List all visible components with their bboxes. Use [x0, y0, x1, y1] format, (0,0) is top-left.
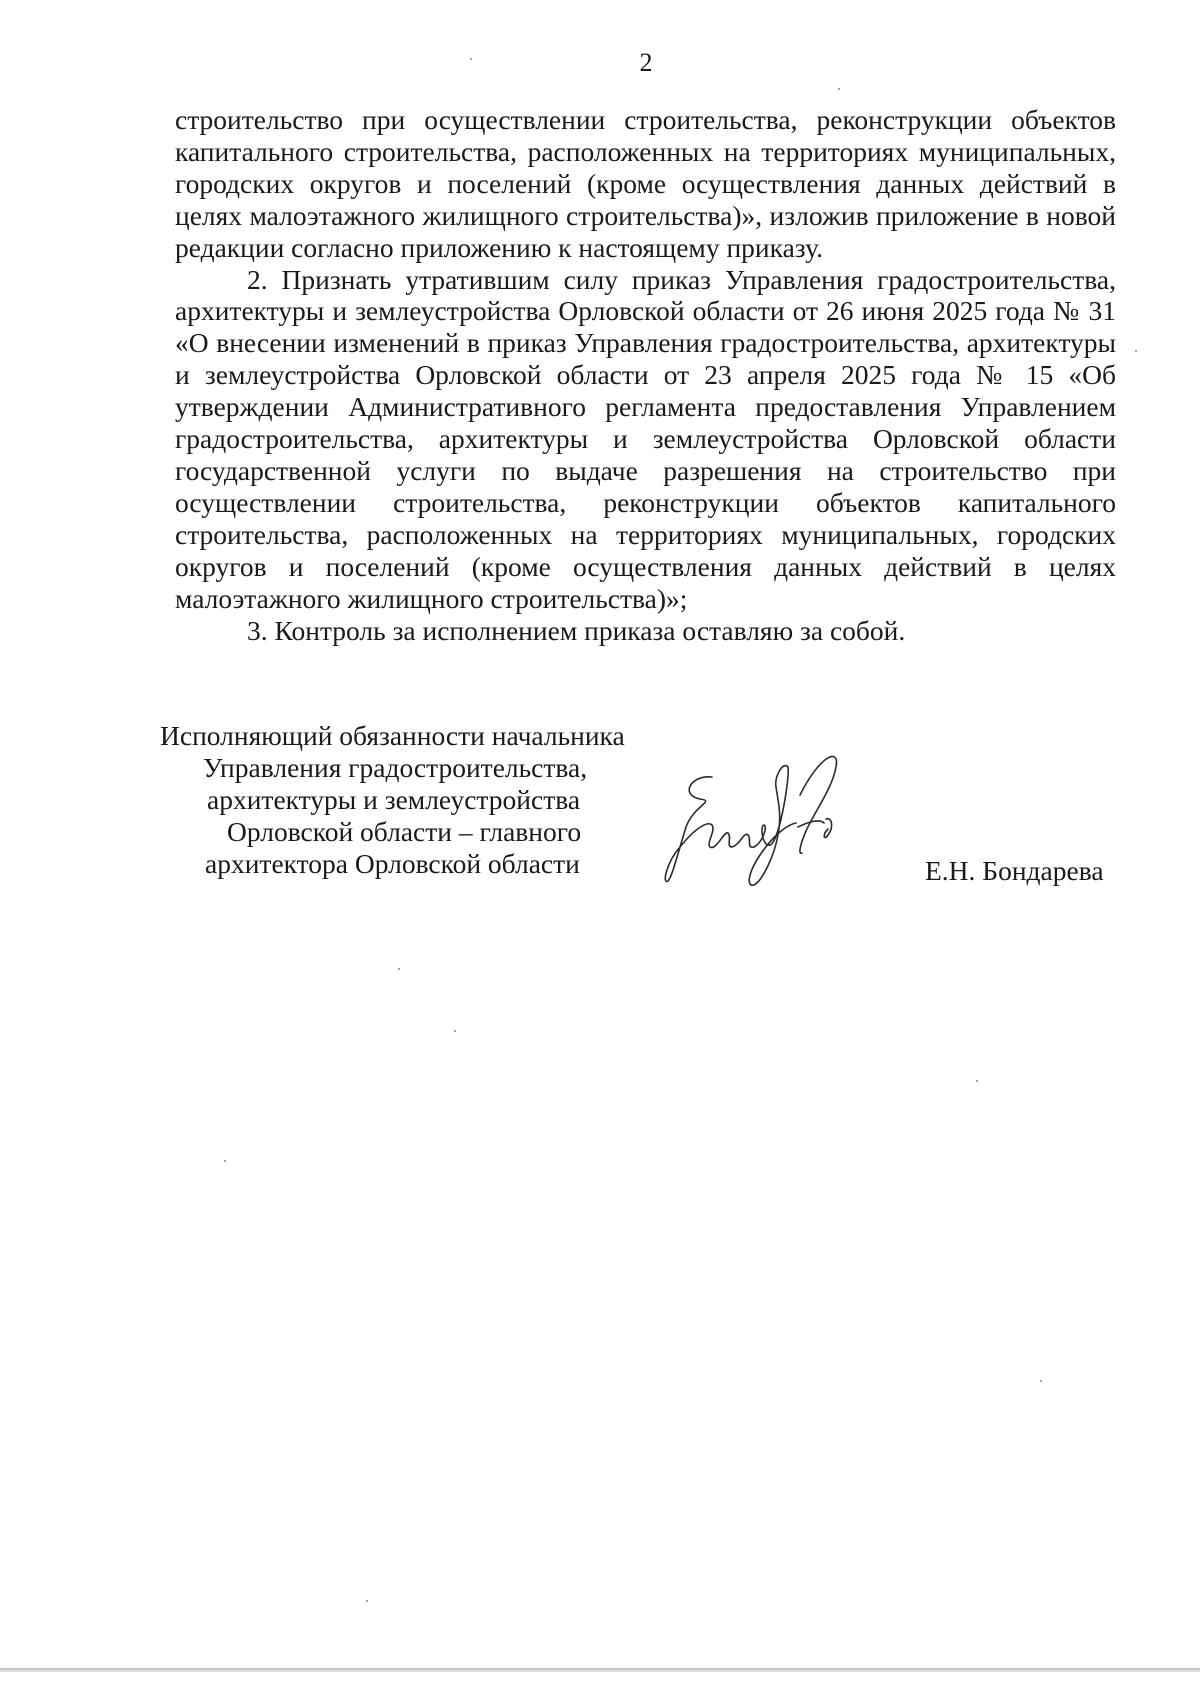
signatory-title-line: Исполняющий обязанности начальника	[160, 720, 625, 751]
signatory-title-line: архитектора Орловской области	[205, 847, 580, 879]
scan-bottom-edge	[0, 1668, 1200, 1672]
signatory-title-line: Управления градостроительства,	[203, 751, 588, 783]
handwritten-signature	[650, 735, 880, 895]
signatory-title-block	[155, 720, 655, 880]
signer-name: Е.Н. Бондарева	[925, 855, 1104, 886]
scan-speck	[470, 58, 472, 60]
scan-speck	[976, 1080, 978, 1082]
paragraph-item-3: 3. Контроль за исполнением приказа оставляю за собой.	[247, 614, 906, 646]
paragraph-item-2: 2. Признать утратившим силу приказ Управления градостроительства, архитектуры и землеустройства Орловской области от 26 июня 2025 года № 31 «О внесении изменений в приказ Управления градостроительства, архитектуры и землеустройства Орловской области от 23 апреля 2025 года № 15 «Об утверждении Административного регламента предоставления Управлением градостроительства, архитектуры и землеустройства Орловской области государственной услуги по выдаче разрешения на строительство при осуществлении строительства, реконструкции объектов капитального строительства, расположенных на территориях муниципальных, городских округов и поселений (кроме осуществления данных действий в целях малоэтажного жилищного строительства)»;	[175, 263, 1116, 614]
scan-speck	[1040, 1380, 1042, 1382]
scan-speck	[454, 1030, 456, 1032]
scan-speck	[1135, 350, 1137, 352]
scan-speck	[838, 88, 840, 90]
signatory-title-line: Орловской области – главного	[227, 815, 582, 847]
scan-speck	[398, 968, 400, 970]
scan-speck	[224, 1160, 226, 1162]
scan-speck	[366, 1600, 368, 1602]
signatory-title-line: архитектуры и землеустройства	[207, 783, 581, 815]
page-number: 2	[639, 48, 653, 77]
paragraph-continuation: строительство при осуществлении строительства, реконструкции объектов капитального строительства, расположенных на территориях муниципальных, городских округов и поселений (кроме осуществления данных действий в целях малоэтажного жилищного строительства)», изложив приложение в новой редакции согласно приложению к настоящему приказу.	[175, 104, 1116, 263]
document-body	[175, 104, 1116, 646]
